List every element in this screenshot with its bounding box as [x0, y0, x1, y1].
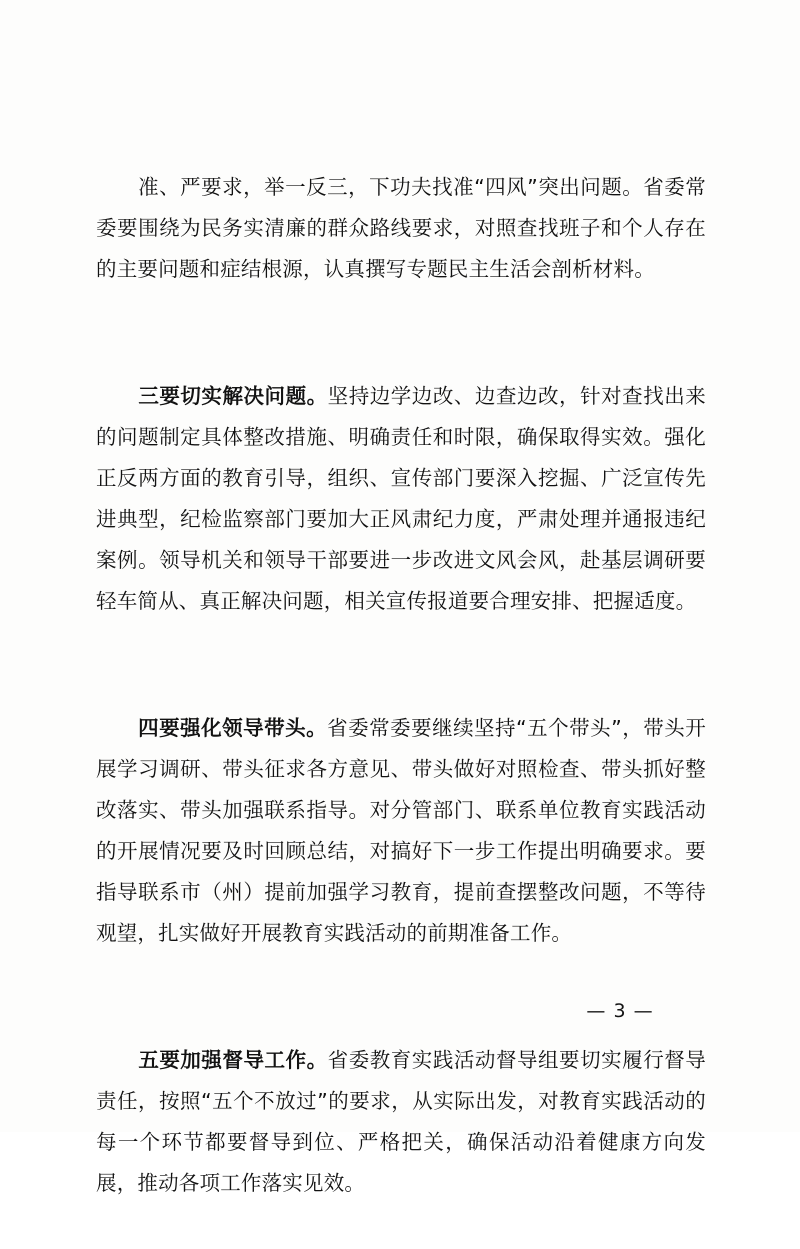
- document-body: [96, 126, 706, 1249]
- paragraph-1: [96, 126, 706, 331]
- paragraph-4: [96, 999, 706, 1245]
- page-number-text: — 3 —: [586, 1000, 654, 1022]
- page-number: [0, 1000, 800, 1022]
- paragraph-2-lead: 三要切实解决问题。: [138, 384, 328, 408]
- paragraph-3: [96, 667, 706, 995]
- paragraph-2-text: 坚持边学边改、边查边改，针对查找出来的问题制定具体整改措施、明确责任和时限，确保取得实效。强化正反两方面的教育引导，组织、宣传部门要深入挖掘、广泛宣传先进典型，纪检监察部门要加大正风肃纪力度，严肃处理并通报违纪案例。领导机关和领导干部要进一步改进文风会风，赴基层调研要轻车简从、真正解决问题，相关宣传报道要合理安排、把握适度。: [96, 384, 706, 613]
- paragraph-2: [96, 335, 706, 663]
- paragraph-3-lead: 四要强化领导带头。: [138, 716, 328, 740]
- paragraph-4-lead: 五要加强督导工作。: [138, 1048, 328, 1072]
- paragraph-3-text: 省委常委要继续坚持“五个带头”，带头开展学习调研、带头征求各方意见、带头做好对照检查、带头抓好整改落实、带头加强联系指导。对分管部门、联系单位教育实践活动的开展情况要及时回顾总结，对搞好下一步工作提出明确要求。要指导联系市（州）提前加强学习教育，提前查摆整改问题，不等待观望，扎实做好开展教育实践活动的前期准备工作。: [96, 716, 706, 945]
- paragraph-4-text: 省委教育实践活动督导组要切实履行督导责任，按照“五个不放过”的要求，从实际出发，对教育实践活动的每一个环节都要督导到位、严格把关，确保活动沿着健康方向发展，推动各项工作落实见效。: [96, 1048, 706, 1195]
- paragraph-1-text: 准、严要求，举一反三，下功夫找准“四风”突出问题。省委常委要围绕为民务实清廉的群众路线要求，对照查找班子和个人存在的主要问题和症结根源，认真撰写专题民主生活会剖析材料。: [96, 175, 706, 281]
